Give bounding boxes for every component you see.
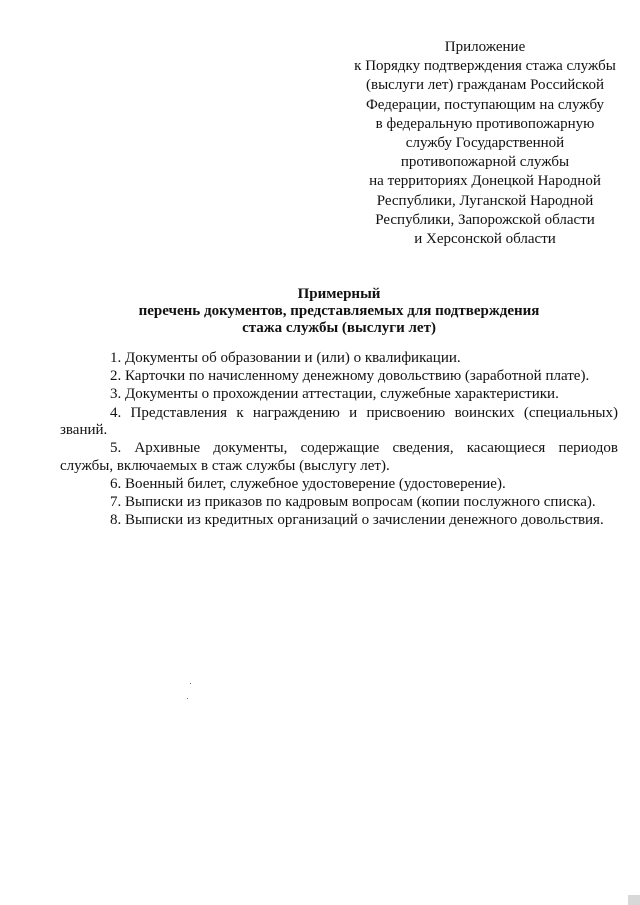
scan-edge-mark — [628, 895, 640, 905]
appendix-line: на территориях Донецкой Народной — [369, 173, 601, 190]
appendix-line: Республики, Луганской Народной — [376, 192, 594, 209]
appendix-line: службу Государственной — [405, 135, 565, 152]
appendix-line: Республики, Запорожской области — [375, 211, 595, 228]
list-item: 7. Выписки из приказов по кадровым вопросам (копии послужного списка). — [110, 494, 596, 511]
appendix-line: в федеральную противопожарную — [375, 115, 595, 132]
appendix-line: (выслуги лет) гражданам Российской — [366, 77, 604, 94]
appendix-header — [330, 38, 640, 249]
scan-speck — [187, 698, 188, 699]
document-title — [60, 286, 618, 337]
scan-speck — [190, 683, 191, 684]
title-line: стажа службы (выслуги лет) — [242, 320, 436, 336]
list-item: 1. Документы об образовании и (или) о квалификации. — [110, 350, 461, 366]
documents-list — [60, 350, 618, 530]
list-item: 2. Карточки по начисленному денежному довольствию (заработной плате). — [110, 368, 590, 385]
list-item: 5. Архивные документы, содержащие сведения, касающиеся периодов службы, включаемых в стаж службы (выслугу лет). — [60, 440, 618, 474]
appendix-line: к Порядку подтверждения стажа службы — [354, 58, 616, 75]
title-line: перечень документов, представляемых для подтверждения — [138, 303, 540, 319]
appendix-line: Приложение — [444, 39, 526, 55]
list-item: 6. Военный билет, служебное удостоверение (удостоверение). — [110, 475, 506, 492]
appendix-line: Федерации, поступающим на службу — [365, 96, 605, 113]
appendix-line: противопожарной службы — [400, 154, 570, 171]
list-item: 4. Представления к награждению и присвоению воинских (специальных) званий. — [60, 404, 618, 439]
appendix-line: и Херсонской области — [414, 231, 556, 248]
list-item: 3. Документы о прохождении аттестации, служебные характеристики. — [110, 386, 559, 403]
list-item: 8. Выписки из кредитных организаций о зачислении денежного довольствия. — [110, 512, 604, 529]
title-line: Примерный — [297, 286, 381, 302]
